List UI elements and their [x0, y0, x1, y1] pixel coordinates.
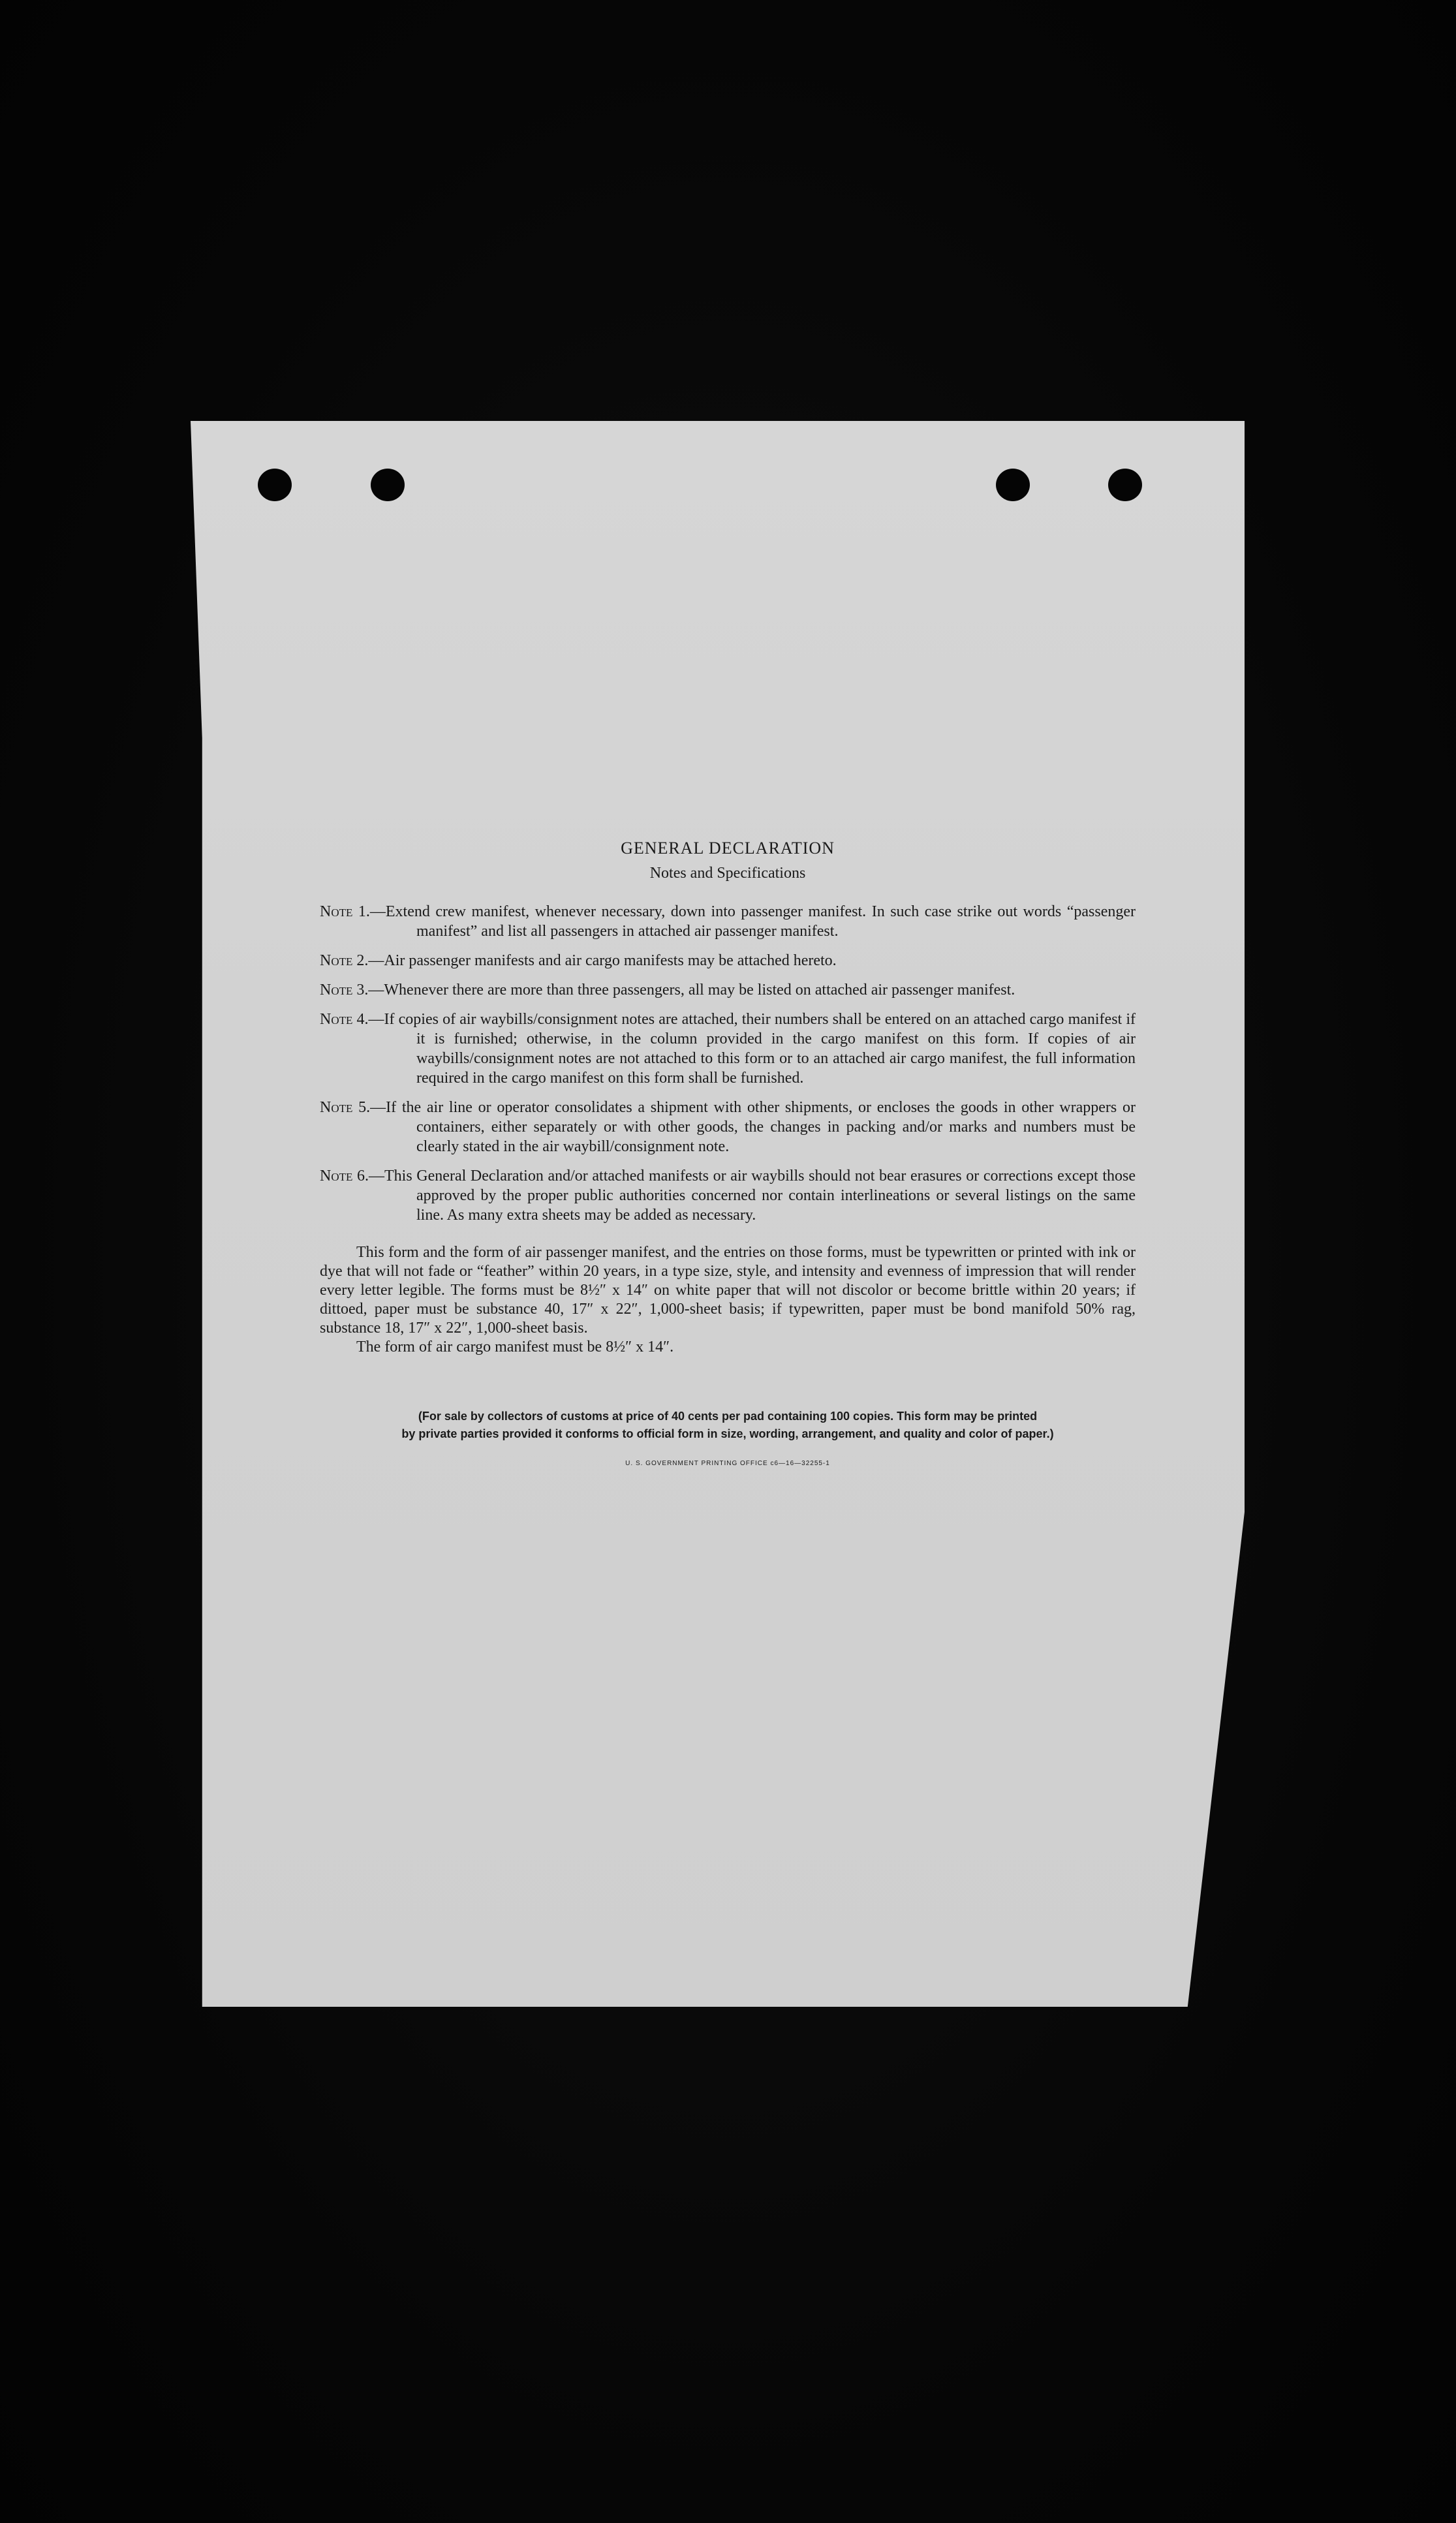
note-label: Note 5.	[320, 1099, 371, 1116]
document-subtitle: Notes and Specifications	[649, 865, 806, 882]
note-3	[320, 980, 1136, 1000]
note-label: Note 4.	[320, 1011, 369, 1028]
note-text: —Whenever there are more than three passengers, all may be listed on attached air passenger manifest.	[368, 982, 1015, 998]
document-title: GENERAL DECLARATION	[621, 839, 835, 858]
specifications-paragraph: This form and the form of air passenger manifest, and the entries on those forms, must be typewritten or printed with ink or dye that will not fade or “feather” within 20 years, in a type size, style, and intensity and evenness of impression that will render every letter legible. The forms must be 8½″ x 14″ on white paper that will not discolor or become brittle within 20 years; if dittoed, paper must be substance 40, 17″ x 22″, 1,000-sheet basis; if typewritten, paper must be bond manifold 50% rag, substance 18, 17″ x 22″, 1,000-sheet basis.	[320, 1244, 1136, 1337]
punch-hole-2	[371, 469, 405, 501]
note-label: Note 1.	[320, 903, 370, 920]
note-text: —Extend crew manifest, whenever necessary, down into passenger manifest. In such case strike out words “passenger manifest” and list all passengers in attached air passenger manifest.	[369, 903, 1136, 940]
note-text: —This General Declaration and/or attached manifests or air waybills should not bear erasures or corrections except those approved by the proper public authorities concerned nor contain interlineations or several listings on the same line. As many extra sheets may be added as necessary.	[369, 1168, 1136, 1224]
note-5	[320, 1098, 1136, 1156]
punch-hole-3	[996, 469, 1030, 501]
document-content	[320, 839, 1136, 1467]
note-label: Note 2.	[320, 952, 369, 969]
sale-notice-line-2: by private parties provided it conforms to official form in size, wording, arrangement, and quality and color of paper.)	[401, 1427, 1054, 1440]
note-label: Note 3.	[320, 982, 369, 998]
note-1	[320, 902, 1136, 941]
punch-hole-4	[1108, 469, 1142, 501]
sale-notice-line-1: (For sale by collectors of customs at price of 40 cents per pad containing 100 copies. This form may be printed	[418, 1410, 1038, 1423]
note-4	[320, 1010, 1136, 1088]
printer-line: U. S. GOVERNMENT PRINTING OFFICE c6—16—32255-1	[625, 1460, 830, 1467]
note-2	[320, 951, 1136, 970]
sale-notice	[320, 1408, 1136, 1443]
note-text: —If copies of air waybills/consignment notes are attached, their numbers shall be entered on an attached cargo manifest if it is furnished; otherwise, in the column provided in the cargo manifest on this form. If copies of air waybills/consignment notes are not attached to this form or to an attached air cargo manifest, the full information required in the cargo manifest on this form shall be furnished.	[368, 1011, 1136, 1087]
note-6	[320, 1166, 1136, 1225]
note-text: —Air passenger manifests and air cargo manifests may be attached hereto.	[368, 952, 837, 969]
cargo-manifest-paragraph: The form of air cargo manifest must be 8½″ x 14″.	[356, 1339, 674, 1355]
note-text: —If the air line or operator consolidates a shipment with other shipments, or encloses the goods in other wrappers or containers, either separately or with other goods, the changes in packing and/or marks and numbers must be clearly stated in the air waybill/consignment note.	[370, 1099, 1136, 1155]
note-label: Note 6.	[320, 1168, 369, 1184]
punch-hole-1	[258, 469, 292, 501]
